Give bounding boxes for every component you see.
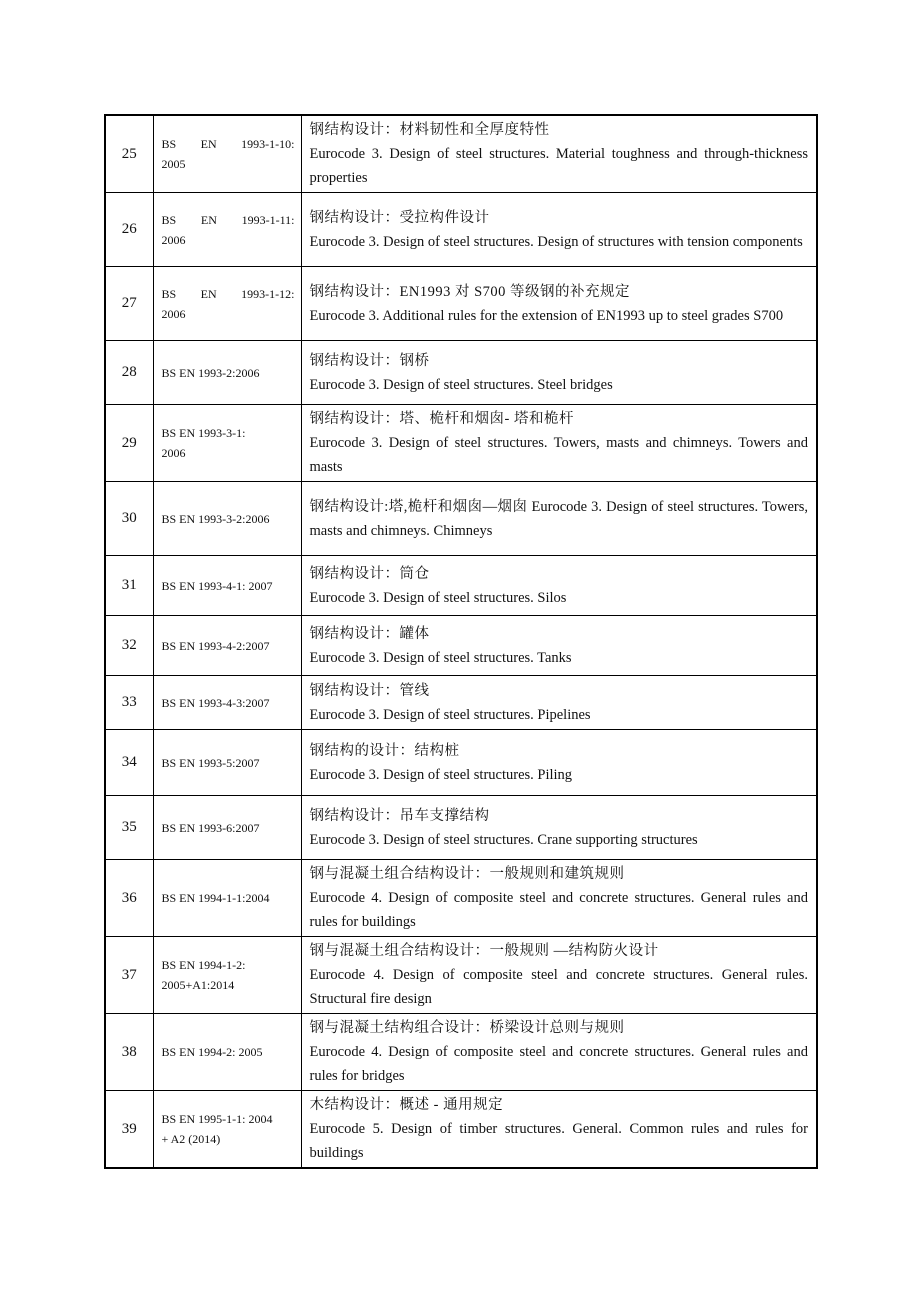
standard-title	[301, 616, 817, 676]
title-chinese: 木结构设计：概述 - 通用规定	[309, 1097, 504, 1113]
row-number: 26	[105, 193, 153, 267]
standard-code	[153, 1014, 301, 1091]
table-row	[105, 115, 817, 193]
standard-title	[301, 115, 817, 193]
standard-code-line: BS EN 1993-2:2006	[161, 365, 260, 380]
title-chinese: 钢与混凝土组合结构设计：一般规则和建筑规则	[309, 866, 625, 882]
table-row	[105, 482, 817, 556]
standard-code-line: 2005	[161, 157, 186, 171]
standards-table	[104, 114, 818, 1169]
table-row	[105, 616, 817, 676]
row-number: 31	[105, 556, 153, 616]
table-row	[105, 267, 817, 341]
table-row	[105, 1091, 817, 1169]
title-chinese: 钢结构设计：受拉构件设计	[309, 209, 490, 226]
row-number: 37	[105, 937, 153, 1014]
standard-code-line: BS EN 1993-3-2:2006	[161, 511, 270, 526]
title-english: Eurocode 4. Design of composite steel and concrete structures. General rules and rules for buildings	[309, 890, 808, 930]
standard-code	[153, 730, 301, 796]
standard-title	[301, 405, 817, 482]
table-row	[105, 676, 817, 730]
title-chinese: 钢结构设计:塔,桅杆和烟囱—烟囱	[309, 498, 528, 515]
title-english: Eurocode 3. Design of steel structures. Pipelines	[309, 706, 591, 723]
row-number: 36	[105, 860, 153, 937]
table-row	[105, 860, 817, 937]
standard-title	[301, 860, 817, 937]
table-body	[105, 115, 817, 1168]
title-english: Eurocode 3. Design of steel structures. Towers, masts and chimneys. Towers and masts	[309, 435, 808, 475]
title-chinese: 钢结构设计：管线	[309, 682, 430, 699]
standard-code	[153, 267, 301, 341]
standard-code	[153, 860, 301, 937]
title-english: Eurocode 3. Design of steel structures. Design of structures with tension components	[309, 233, 803, 250]
table-row	[105, 937, 817, 1014]
row-number: 33	[105, 676, 153, 730]
title-chinese: 钢与混凝土结构组合设计：桥梁设计总则与规则	[309, 1020, 625, 1036]
row-number: 34	[105, 730, 153, 796]
standard-code-line: BS EN 1993-1-10:	[161, 137, 295, 151]
row-number: 29	[105, 405, 153, 482]
standard-code-line: BS EN 1994-1-1:2004	[161, 891, 270, 905]
standard-title	[301, 267, 817, 341]
title-chinese: 钢结构设计：筒仓	[309, 565, 430, 582]
standard-code	[153, 1091, 301, 1169]
standard-title	[301, 676, 817, 730]
standard-code	[153, 482, 301, 556]
title-chinese: 钢结构设计：吊车支撑结构	[309, 807, 490, 824]
standard-title	[301, 937, 817, 1014]
standard-code	[153, 676, 301, 730]
standard-title	[301, 1091, 817, 1169]
title-english: Eurocode 3. Additional rules for the extension of EN1993 up to steel grades S700	[309, 307, 784, 324]
standard-code-line: BS EN 1995-1-1: 2004	[161, 1112, 273, 1126]
title-english: Eurocode 5. Design of timber structures. General. Common rules and rules for buildings	[309, 1121, 808, 1161]
table-row	[105, 405, 817, 482]
table-row	[105, 556, 817, 616]
standard-code-line: 2006	[161, 232, 186, 247]
title-english: Eurocode 4. Design of composite steel and concrete structures. General rules. Structural fire design	[309, 967, 808, 1007]
table-row	[105, 193, 817, 267]
title-chinese: 钢与混凝土组合结构设计：一般规则 —结构防火设计	[309, 943, 659, 959]
standard-code	[153, 796, 301, 860]
standard-code-line: BS EN 1993-4-2:2007	[161, 638, 270, 653]
standard-code-line: 2006	[161, 446, 186, 460]
row-number: 27	[105, 267, 153, 341]
standard-title	[301, 796, 817, 860]
row-number: 35	[105, 796, 153, 860]
table-row	[105, 796, 817, 860]
title-english: Eurocode 3. Design of steel structures. Material toughness and through-thickness properties	[309, 146, 808, 186]
standard-code-line: BS EN 1993-4-1: 2007	[161, 578, 273, 593]
standard-code-line: + A2 (2014)	[161, 1132, 221, 1146]
standard-code-line: 2005+A1:2014	[161, 978, 235, 992]
standard-code-line: BS EN 1993-1-12:	[161, 286, 295, 301]
title-english: Eurocode 3. Design of steel structures. Piling	[309, 766, 573, 783]
row-number: 25	[105, 115, 153, 193]
title-english: Eurocode 4. Design of composite steel and concrete structures. General rules and rules for bridges	[309, 1044, 808, 1084]
standard-code	[153, 115, 301, 193]
title-english: Eurocode 3. Design of steel structures. Steel bridges	[309, 376, 613, 393]
standard-code-line: BS EN 1993-5:2007	[161, 755, 260, 770]
row-number: 28	[105, 341, 153, 405]
standard-code	[153, 937, 301, 1014]
standard-code-line: BS EN 1993-3-1:	[161, 426, 246, 440]
standard-title	[301, 556, 817, 616]
title-english: Eurocode 3. Design of steel structures. Tanks	[309, 649, 572, 666]
title-chinese: 钢结构的设计：结构桩	[309, 742, 460, 759]
standard-code	[153, 341, 301, 405]
title-chinese: 钢结构设计：罐体	[309, 625, 430, 642]
standard-code-line: BS EN 1993-4-3:2007	[161, 695, 270, 710]
standard-code	[153, 616, 301, 676]
title-chinese: 钢结构设计：材料韧性和全厚度特性	[309, 122, 550, 138]
standard-code	[153, 405, 301, 482]
standard-title	[301, 482, 817, 556]
standard-title	[301, 730, 817, 796]
title-english: Eurocode 3. Design of steel structures. Towers, masts and chimneys. Chimneys	[309, 498, 809, 539]
standard-code-line: 2006	[161, 306, 186, 321]
title-english: Eurocode 3. Design of steel structures. Crane supporting structures	[309, 831, 698, 848]
row-number: 38	[105, 1014, 153, 1091]
standard-title	[301, 193, 817, 267]
title-chinese: 钢结构设计：EN1993 对 S700 等级钢的补充规定	[309, 283, 631, 300]
table-row	[105, 341, 817, 405]
title-english: Eurocode 3. Design of steel structures. Silos	[309, 589, 567, 606]
row-number: 32	[105, 616, 153, 676]
standard-code-line: BS EN 1994-1-2:	[161, 958, 246, 972]
row-number: 30	[105, 482, 153, 556]
standard-title	[301, 341, 817, 405]
standard-code	[153, 193, 301, 267]
table-row	[105, 1014, 817, 1091]
standard-code-line: BS EN 1993-1-11:	[161, 212, 295, 227]
standard-code-line: BS EN 1994-2: 2005	[161, 1045, 263, 1059]
row-number: 39	[105, 1091, 153, 1169]
title-chinese: 钢结构设计：钢桥	[309, 352, 430, 369]
standard-code-line: BS EN 1993-6:2007	[161, 820, 260, 835]
standard-title	[301, 1014, 817, 1091]
table-row	[105, 730, 817, 796]
standard-code	[153, 556, 301, 616]
title-chinese: 钢结构设计：塔、桅杆和烟囱- 塔和桅杆	[309, 411, 574, 427]
